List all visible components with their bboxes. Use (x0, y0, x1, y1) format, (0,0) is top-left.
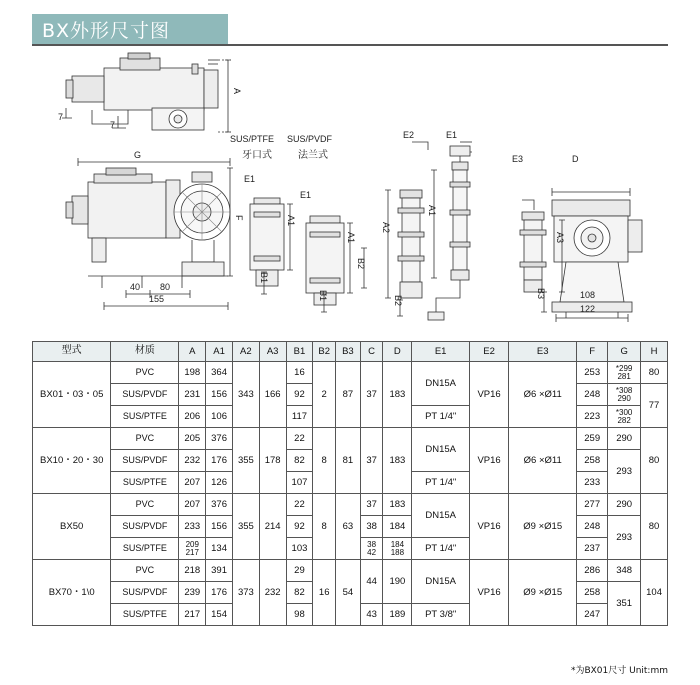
label-sus-pvdf: SUS/PVDF (287, 134, 333, 144)
table-row (33, 428, 668, 450)
cell-E1: DN15A (412, 428, 470, 472)
a2-column (398, 190, 424, 298)
cell-A1: 134 (206, 538, 233, 560)
cell-C: 38 (360, 516, 383, 538)
cell-B1: 22 (286, 494, 313, 516)
th-G: G (608, 342, 641, 362)
cell-B1: 103 (286, 538, 313, 560)
th-E3: E3 (509, 342, 577, 362)
cell-G: 351 (608, 582, 641, 626)
th-A1: A1 (206, 342, 233, 362)
cell-material: PVC (111, 560, 179, 582)
cell-A1: 364 (206, 362, 233, 384)
label-B1-b: B1 (318, 290, 328, 302)
cell-F: 248 (577, 384, 608, 406)
cell-E3: Ø9 ×Ø15 (509, 494, 577, 560)
cell-B1: 92 (286, 384, 313, 406)
label-A1-c: A1 (427, 205, 437, 217)
cell-C: 38 42 (360, 538, 383, 560)
cell-H: 104 (641, 560, 668, 626)
cell-F: 237 (577, 538, 608, 560)
left-front-pump-view (66, 158, 230, 288)
th-E2: E2 (470, 342, 509, 362)
cell-C: 37 (360, 362, 383, 428)
cell-E1: DN15A (412, 494, 470, 538)
cell-B1: 29 (286, 560, 313, 582)
label-7-left: 7 (58, 112, 64, 122)
cell-material: SUS/PVDF (111, 516, 179, 538)
cell-D: 189 (383, 604, 412, 626)
cell-B1: 117 (286, 406, 313, 428)
cell-A: 207 (179, 472, 206, 494)
table-row (33, 494, 668, 516)
th-material: 材质 (111, 342, 179, 362)
cell-D: 190 (383, 560, 412, 604)
label-sus-ptfe-cn: 牙口式 (242, 150, 272, 161)
cell-B1: 82 (286, 582, 313, 604)
cell-G: 293 (608, 450, 641, 494)
cell-A: 205 (179, 428, 206, 450)
cell-material: SUS/PTFE (111, 604, 179, 626)
cell-B3: 54 (336, 560, 361, 626)
cell-B2: 8 (313, 428, 336, 494)
th-A2: A2 (232, 342, 259, 362)
table-row (33, 362, 668, 384)
cell-G: 348 (608, 560, 641, 582)
cell-A: 206 (179, 406, 206, 428)
table-row (33, 560, 668, 582)
label-B1-a: B1 (259, 272, 269, 284)
label-A2: A2 (381, 222, 391, 234)
cell-material: SUS/PVDF (111, 582, 179, 604)
label-A: A (232, 88, 242, 95)
cell-B3: 87 (336, 362, 361, 428)
cell-C: 43 (360, 604, 383, 626)
cell-B1: 92 (286, 516, 313, 538)
cell-H: 80 (641, 428, 668, 494)
label-155: 155 (149, 294, 165, 304)
cell-B3: 63 (336, 494, 361, 560)
page-title: BX外形尺寸图 (42, 19, 171, 42)
label-B3: B3 (536, 288, 546, 300)
cell-B1: 98 (286, 604, 313, 626)
spec-table-wrap (32, 341, 668, 626)
cell-E2: VP16 (470, 362, 509, 428)
cell-G: *308 290 (608, 384, 641, 406)
cell-B2: 16 (313, 560, 336, 626)
table-header-row (33, 342, 668, 362)
page-title-bar (32, 14, 228, 44)
cell-F: 277 (577, 494, 608, 516)
label-B2-a: B2 (356, 258, 366, 270)
cell-A: 209 217 (179, 538, 206, 560)
cell-F: 258 (577, 450, 608, 472)
label-A1-a: A1 (286, 215, 296, 227)
cell-A1: 156 (206, 516, 233, 538)
cell-F: 248 (577, 516, 608, 538)
cell-material: PVC (111, 428, 179, 450)
cell-material: SUS/PTFE (111, 472, 179, 494)
cell-F: 286 (577, 560, 608, 582)
cell-D: 183 (383, 428, 412, 494)
cell-A3: 178 (259, 428, 286, 494)
drawing-svg (32, 50, 668, 328)
label-7-mid: 7 (110, 120, 116, 130)
cell-E3: Ø9 ×Ø15 (509, 560, 577, 626)
cell-A: 198 (179, 362, 206, 384)
cell-material: SUS/PTFE (111, 406, 179, 428)
label-108: 108 (580, 290, 596, 300)
label-A1-b: A1 (346, 232, 356, 244)
cell-G: *300 282 (608, 406, 641, 428)
cell-B1: 16 (286, 362, 313, 384)
cell-F: 253 (577, 362, 608, 384)
label-E1-a: E1 (244, 174, 256, 184)
cell-G: *299 281 (608, 362, 641, 384)
label-E1-b: E1 (300, 190, 312, 200)
cell-E1: DN15A (412, 362, 470, 406)
cell-E2: VP16 (470, 560, 509, 626)
cell-B2: 2 (313, 362, 336, 428)
cell-G: 290 (608, 494, 641, 516)
label-D: D (572, 154, 579, 164)
cell-A1: 176 (206, 450, 233, 472)
cell-material: PVC (111, 494, 179, 516)
cell-H: 77 (641, 384, 668, 428)
cell-E1: DN15A (412, 560, 470, 604)
cell-A2: 355 (232, 494, 259, 560)
cell-A1: 154 (206, 604, 233, 626)
cell-F: 233 (577, 472, 608, 494)
cell-A2: 373 (232, 560, 259, 626)
cell-A2: 355 (232, 428, 259, 494)
cell-F: 258 (577, 582, 608, 604)
cell-A: 239 (179, 582, 206, 604)
cell-A: 218 (179, 560, 206, 582)
cell-D: 184 (383, 516, 412, 538)
cell-B1: 82 (286, 450, 313, 472)
cell-material: SUS/PTFE (111, 538, 179, 560)
cell-model-2: BX50 (33, 494, 111, 560)
dimension-drawing (32, 50, 668, 328)
th-model: 型式 (33, 342, 111, 362)
cell-D: 183 (383, 494, 412, 516)
label-sus-pvdf-cn: 法兰式 (298, 150, 328, 161)
cell-A2: 343 (232, 362, 259, 428)
cell-A1: 376 (206, 428, 233, 450)
cell-A1: 126 (206, 472, 233, 494)
cell-B2: 8 (313, 494, 336, 560)
cell-G: 290 (608, 428, 641, 450)
cell-E1: PT 1/4" (412, 406, 470, 428)
label-122: 122 (580, 304, 596, 314)
cell-B3: 81 (336, 428, 361, 494)
th-H: H (641, 342, 668, 362)
label-F: F (234, 215, 244, 221)
th-B3: B3 (336, 342, 361, 362)
th-D: D (383, 342, 412, 362)
cell-A1: 106 (206, 406, 233, 428)
label-E3: E3 (512, 154, 524, 164)
cell-A1: 156 (206, 384, 233, 406)
cell-E2: VP16 (470, 428, 509, 494)
cell-model-0: BX01・03・05 (33, 362, 111, 428)
cell-B1: 22 (286, 428, 313, 450)
label-sus-ptfe: SUS/PTFE (230, 134, 275, 144)
th-B2: B2 (313, 342, 336, 362)
title-divider (32, 44, 668, 46)
label-E2: E2 (403, 130, 415, 140)
cell-H: 80 (641, 362, 668, 384)
top-left-pump-view (66, 53, 218, 130)
a1-piping-assembly (428, 146, 472, 320)
cell-E1: PT 1/4" (412, 538, 470, 560)
label-E1-c: E1 (446, 130, 458, 140)
label-B2-b: B2 (393, 295, 403, 307)
cell-A3: 214 (259, 494, 286, 560)
th-E1: E1 (412, 342, 470, 362)
cell-A: 232 (179, 450, 206, 472)
label-40: 40 (130, 282, 141, 292)
th-F: F (577, 342, 608, 362)
cell-material: PVC (111, 362, 179, 384)
spec-table (32, 341, 668, 626)
cell-G: 293 (608, 516, 641, 560)
th-C: C (360, 342, 383, 362)
cell-C: 44 (360, 560, 383, 604)
cell-A1: 391 (206, 560, 233, 582)
right-pump-view (520, 200, 642, 318)
cell-E3: Ø6 ×Ø11 (509, 362, 577, 428)
cell-A3: 232 (259, 560, 286, 626)
cell-material: SUS/PVDF (111, 384, 179, 406)
th-A: A (179, 342, 206, 362)
cell-A: 207 (179, 494, 206, 516)
cell-H: 80 (641, 494, 668, 560)
cell-D: 183 (383, 362, 412, 428)
cell-A: 217 (179, 604, 206, 626)
cell-model-3: BX70・1\0 (33, 560, 111, 626)
cell-E2: VP16 (470, 494, 509, 560)
cell-C: 37 (360, 494, 383, 516)
cell-F: 247 (577, 604, 608, 626)
cell-C: 37 (360, 428, 383, 494)
th-A3: A3 (259, 342, 286, 362)
cell-A3: 166 (259, 362, 286, 428)
cell-B1: 107 (286, 472, 313, 494)
label-G: G (134, 150, 142, 160)
cell-A1: 376 (206, 494, 233, 516)
cell-F: 259 (577, 428, 608, 450)
cell-model-1: BX10・20・30 (33, 428, 111, 494)
cell-material: SUS/PVDF (111, 450, 179, 472)
footnote: *为BX01尺寸 Unit:mm (570, 666, 668, 676)
cell-F: 223 (577, 406, 608, 428)
cell-D: 184 188 (383, 538, 412, 560)
cell-A1: 176 (206, 582, 233, 604)
cell-A: 233 (179, 516, 206, 538)
cell-E1: PT 3/8" (412, 604, 470, 626)
th-B1: B1 (286, 342, 313, 362)
cell-A: 231 (179, 384, 206, 406)
cell-E1: PT 1/4" (412, 472, 470, 494)
cell-E3: Ø6 ×Ø11 (509, 428, 577, 494)
label-80: 80 (160, 282, 171, 292)
label-A3: A3 (555, 232, 565, 244)
